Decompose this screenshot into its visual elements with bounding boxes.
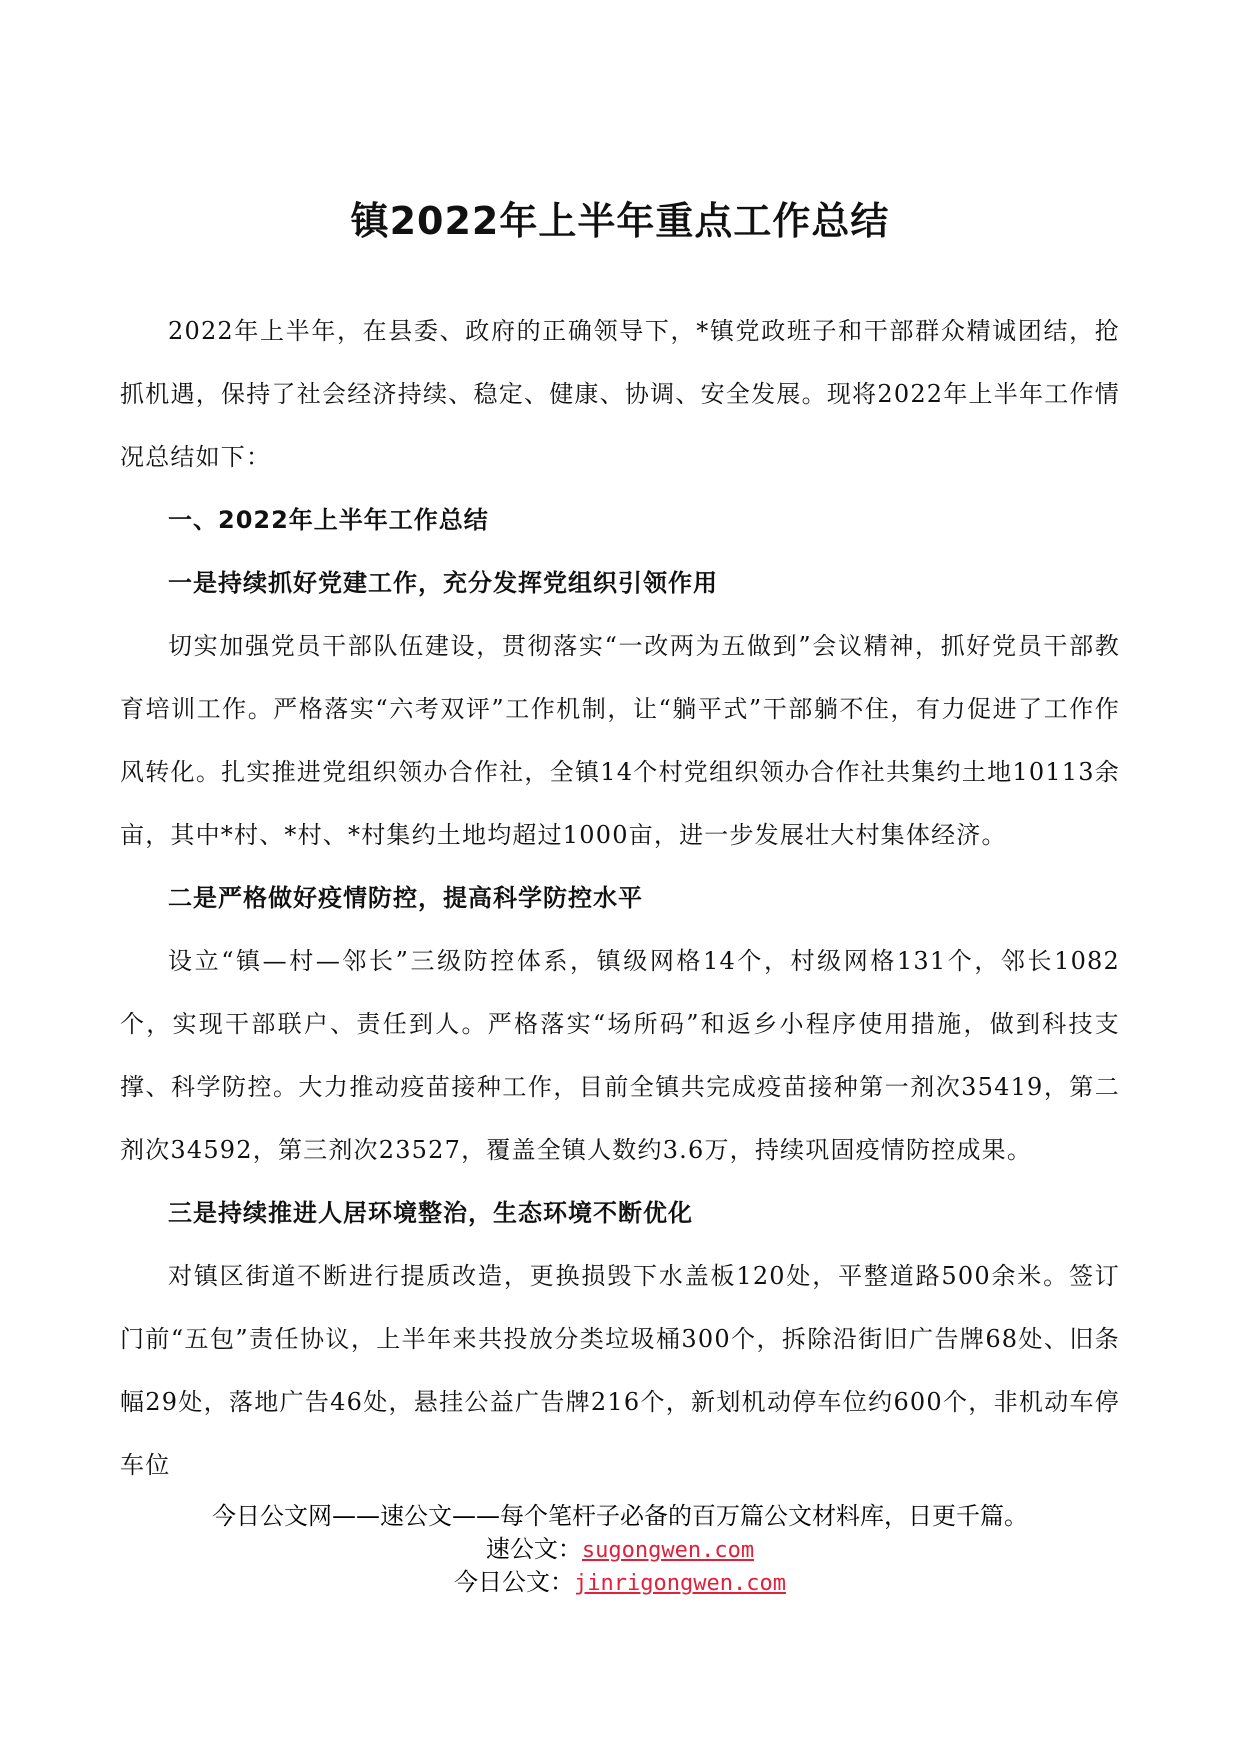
footer-label-jinrigongwen: 今日公文： [454,1568,575,1596]
environment-paragraph: 对镇区街道不断进行提质改造，更换损毁下水盖板120处，平整道路500余米。签订门前“五包”责任协议，上半年来共投放分类垃圾桶300个，拆除沿街旧广告牌68处、旧条幅29处，落地广告46处，悬挂公益广告牌216个，新划机动停车位约600个，非机动车停车位 [120,1262,1120,1479]
subsection-heading-party-building: 一是持续抓好党建工作，充分发挥党组织引领作用 [168,569,718,597]
jinrigongwen-link[interactable]: jinrigongwen.com [574,1571,786,1596]
intro-paragraph: 2022年上半年，在县委、政府的正确领导下，*镇党政班子和干部群众精诚团结，抢抓机遇，保持了社会经济持续、稳定、健康、协调、安全发展。现将2022年上半年工作情况总结如下： [120,317,1120,471]
footer-line-jinrigongwen [0,1566,1240,1599]
footer [0,1500,1240,1599]
footer-line-sugongwen [0,1533,1240,1566]
epidemic-paragraph: 设立“镇—村—邻长”三级防控体系，镇级网格14个，村级网格131个，邻长1082个，实现干部联户、责任到人。严格落实“场所码”和返乡小程序使用措施，做到科技支撑、科学防控。大力推动疫苗接种工作，目前全镇共完成疫苗接种第一剂次35419，第二剂次34592，第三剂次23527，覆盖全镇人数约3.6万，持续巩固疫情防控成果。 [120,947,1120,1164]
footer-slogan: 今日公文网——速公文——每个笔杆子必备的百万篇公文材料库，日更千篇。 [212,1502,1028,1530]
sugongwen-link[interactable]: sugongwen.com [581,1538,755,1563]
subsection-heading-epidemic: 二是严格做好疫情防控，提高科学防控水平 [168,884,643,912]
party-building-paragraph: 切实加强党员干部队伍建设，贯彻落实“一改两为五做到”会议精神，抓好党员干部教育培训工作。严格落实“六考双评”工作机制，让“躺平式”干部躺不住，有力促进了工作作风转化。扎实推进党组织领办合作社，全镇14个村党组织领办合作社共集约土地10113余亩，其中*村、*村、*村集约土地均超过1000亩，进一步发展壮大村集体经济。 [120,632,1120,849]
section-heading: 一、2022年上半年工作总结 [168,506,489,534]
footer-label-sugongwen: 速公文： [485,1535,582,1563]
document-body [120,300,1120,1497]
subsection-heading-environment: 三是持续推进人居环境整治，生态环境不断优化 [168,1199,693,1227]
document-title: 镇2022年上半年重点工作总结 [350,199,890,243]
